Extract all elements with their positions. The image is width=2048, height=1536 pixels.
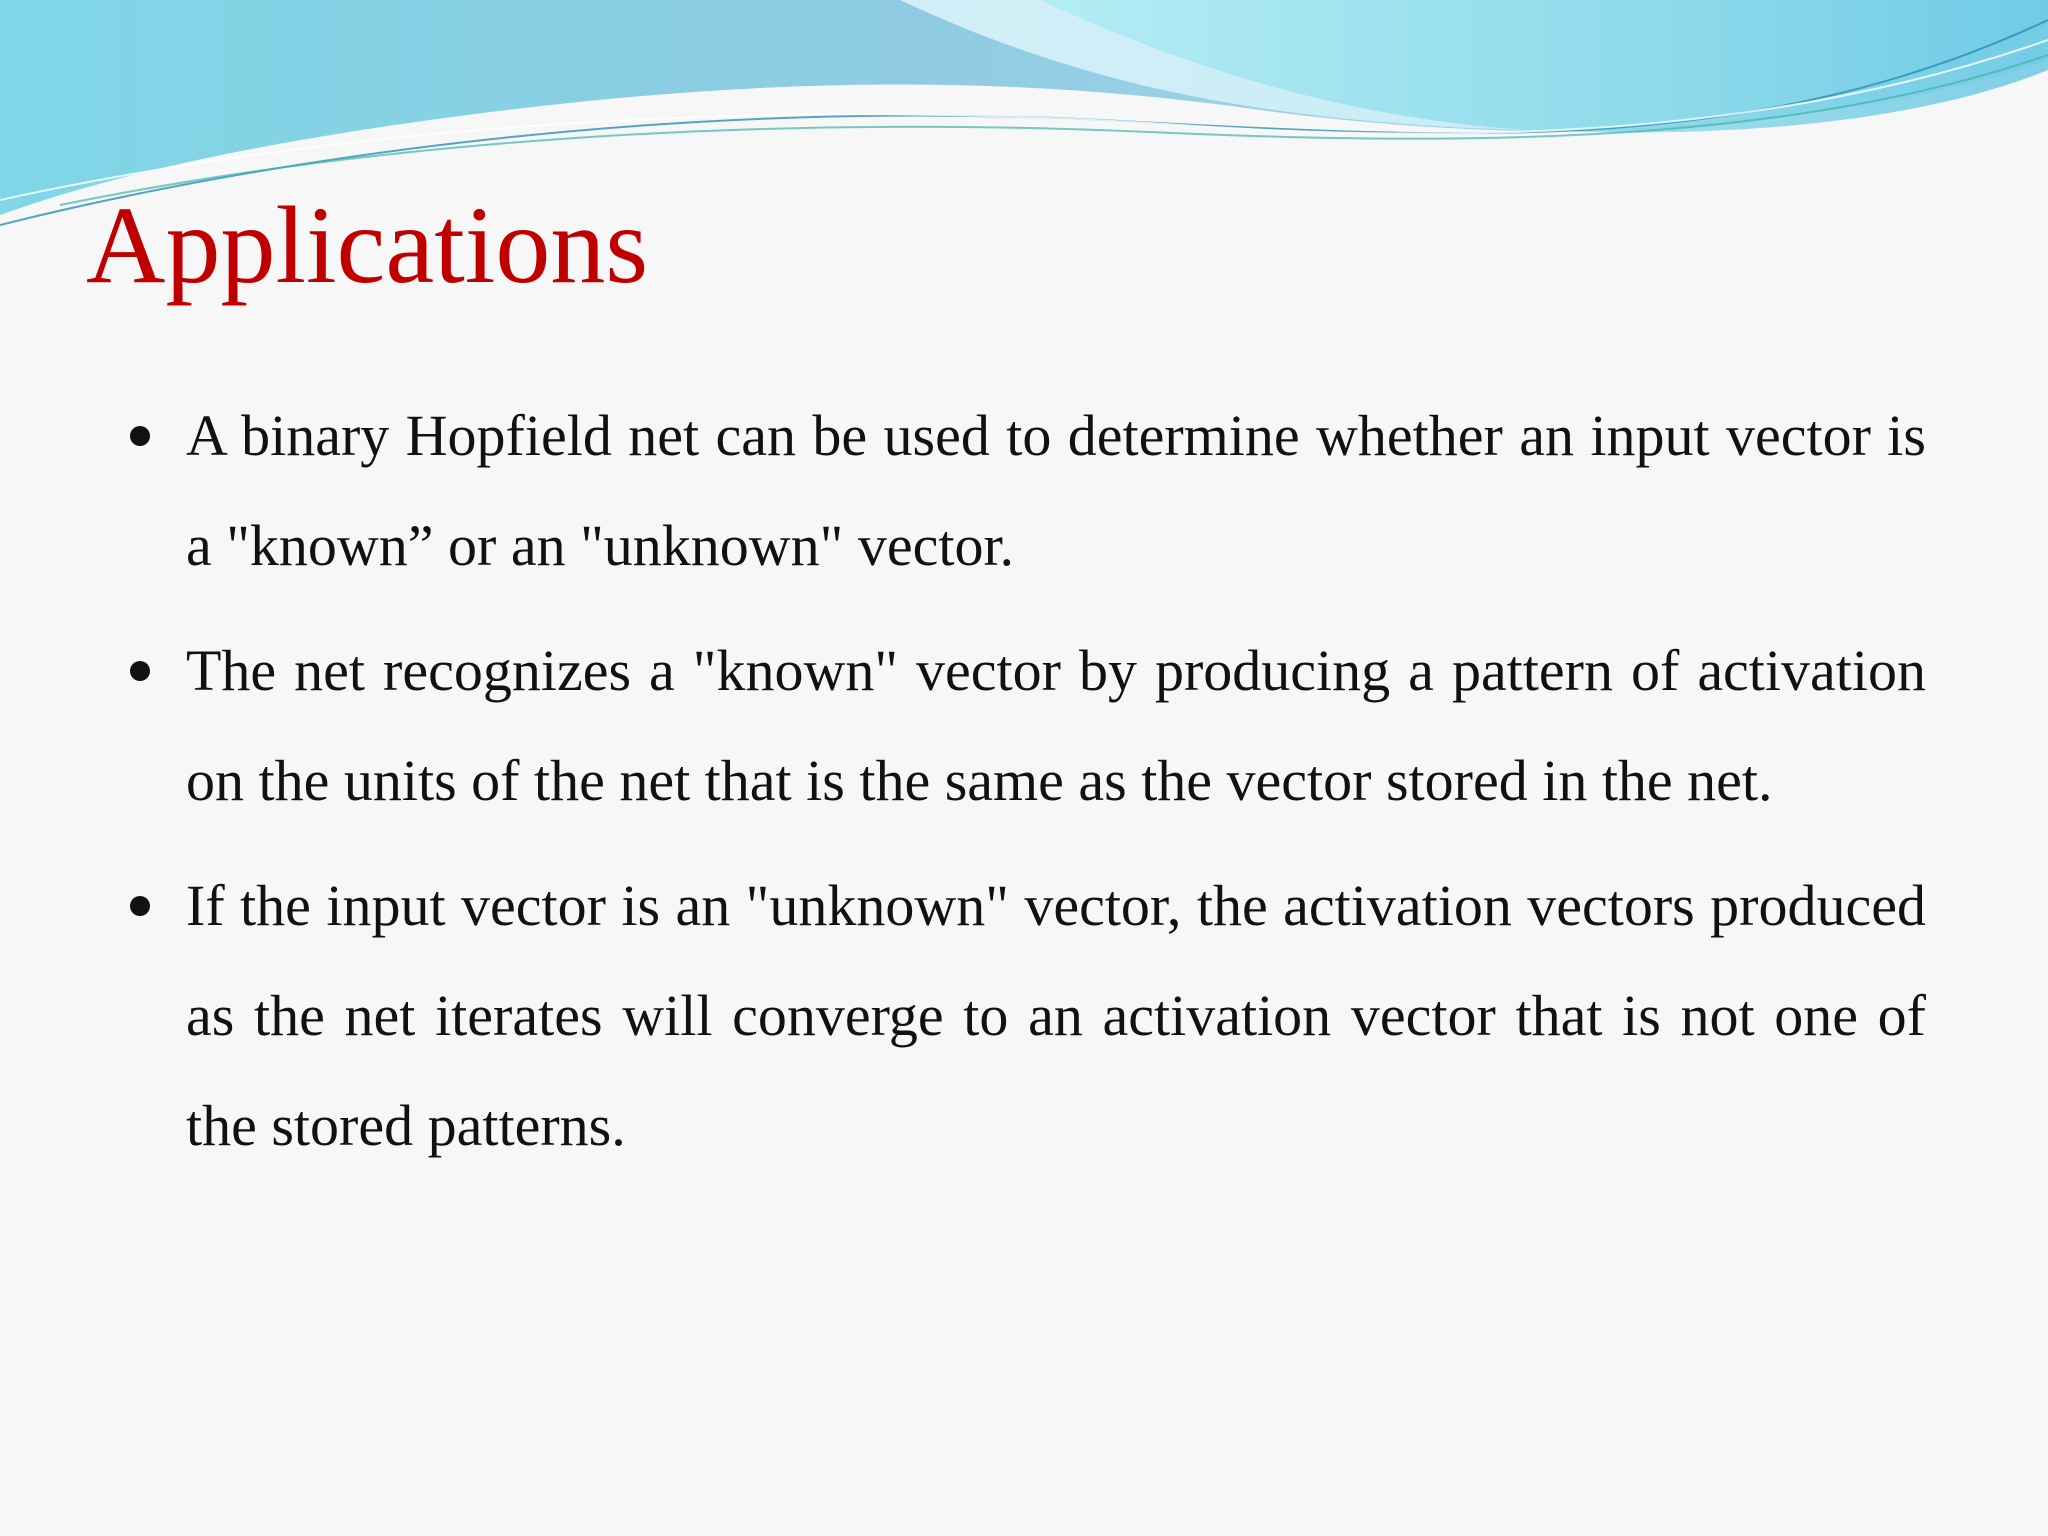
slide-title: Applications bbox=[86, 184, 649, 306]
bullet-item bbox=[186, 616, 1926, 836]
bullet-item bbox=[186, 851, 1926, 1181]
bullet-text: The net recognizes a "known" vector by producing a pattern of activation on the units of the net that is the same as the vector stored in the net. bbox=[186, 638, 1926, 813]
bullet-text: A binary Hopfield net can be used to determine whether an input vector is a "known” or an "unknown" vector. bbox=[186, 403, 1926, 578]
bullet-dot-icon bbox=[130, 896, 150, 916]
bullet-dot-icon bbox=[130, 661, 150, 681]
bullet-item bbox=[186, 381, 1926, 601]
bullet-text: If the input vector is an "unknown" vector, the activation vectors produced as the net iterates will converge to an activation vector that is not one of the stored patterns. bbox=[186, 873, 1926, 1158]
bullet-dot-icon bbox=[130, 426, 150, 446]
bullet-list bbox=[186, 381, 1926, 1196]
